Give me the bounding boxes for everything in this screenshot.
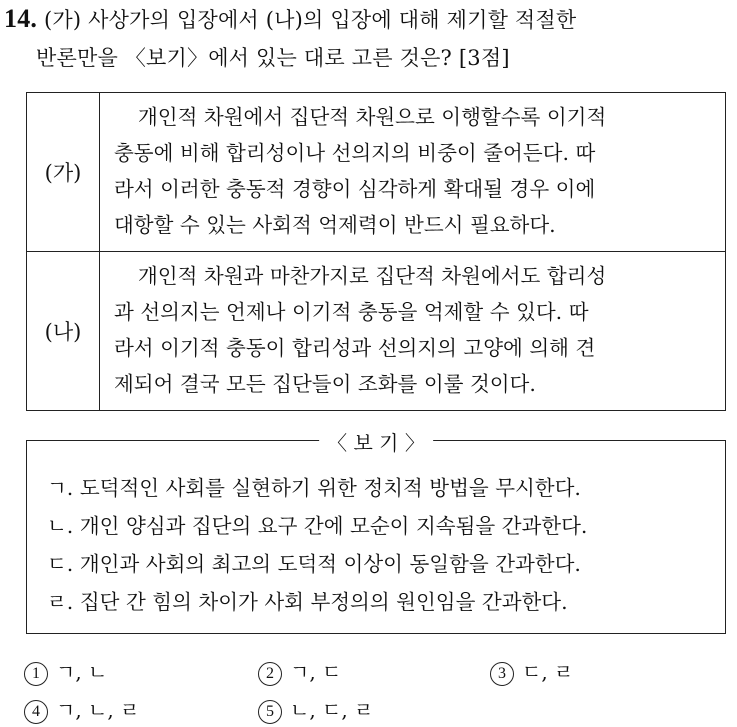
passage-row-ga	[27, 93, 726, 252]
choice-text-5: ㄴ, ㄷ, ㄹ	[290, 698, 374, 722]
passage-line: 충동에 비해 합리성이나 선의지의 비중이 줄어든다. 따	[114, 141, 596, 165]
bogi-box	[26, 431, 726, 634]
bogi-item-digeut: ㄷ. 개인과 사회의 최고의 도덕적 이상이 동일함을 간과한다.	[47, 552, 581, 576]
passage-line: 대항할 수 있는 사회적 억제력이 반드시 필요하다.	[114, 213, 556, 237]
choice-number-3: 3	[490, 662, 514, 686]
choice-text-1: ㄱ, ㄴ	[56, 660, 108, 684]
choice-text-3: ㄷ, ㄹ	[522, 660, 574, 684]
question-line-2: 반론만을 〈보기〉에서 있는 대로 고른 것은? [3점]	[36, 46, 510, 70]
passage-text-ga	[100, 93, 726, 252]
bogi-title: 〈 보 기 〉	[319, 427, 433, 456]
bogi-item-giyeok: ㄱ. 도덕적인 사회를 실현하기 위한 정치적 방법을 무시한다.	[47, 476, 581, 500]
choice-number-1: 1	[24, 662, 48, 686]
choice-number-2: 2	[258, 662, 282, 686]
passages-table	[26, 92, 726, 411]
passage-line: 개인적 차원에서 집단적 차원으로 이행할수록 이기적	[138, 105, 607, 129]
passage-line: 라서 이기적 충동이 합리성과 선의지의 고양에 의해 견	[114, 336, 596, 360]
choice-text-4: ㄱ, ㄴ, ㄹ	[56, 698, 140, 722]
choice-number-4: 4	[24, 700, 48, 724]
passage-line: 과 선의지는 언제나 이기적 충동을 억제할 수 있다. 따	[114, 300, 589, 324]
choice-3[interactable]	[490, 656, 573, 686]
passage-label-na: (나)	[27, 252, 100, 411]
passage-text-na	[100, 252, 726, 411]
passage-line: 제되어 결국 모든 집단들이 조화를 이룰 것이다.	[114, 372, 536, 396]
question-text-1: (가) 사상가의 입장에서 (나)의 입장에 대해 제기할 적절한	[44, 8, 577, 32]
passage-line: 라서 이러한 충동적 경향이 심각하게 확대될 경우 이에	[114, 177, 596, 201]
passage-label-ga: (가)	[27, 93, 100, 252]
choice-number-5: 5	[258, 700, 282, 724]
passage-line: 개인적 차원과 마찬가지로 집단적 차원에서도 합리성	[138, 264, 607, 288]
question-line-1	[4, 4, 576, 34]
choice-1[interactable]	[24, 656, 107, 686]
choice-text-2: ㄱ, ㄷ	[290, 660, 342, 684]
choice-5[interactable]	[258, 694, 373, 724]
choice-2[interactable]	[258, 656, 341, 686]
question-number: 14.	[4, 4, 38, 33]
bogi-item-rieul: ㄹ. 집단 간 힘의 차이가 사회 부정의의 원인임을 간과한다.	[47, 590, 568, 614]
passage-row-na	[27, 252, 726, 411]
choice-4[interactable]	[24, 694, 139, 724]
bogi-item-nieun: ㄴ. 개인 양심과 집단의 요구 간에 모순이 지속됨을 간과한다.	[47, 514, 588, 538]
